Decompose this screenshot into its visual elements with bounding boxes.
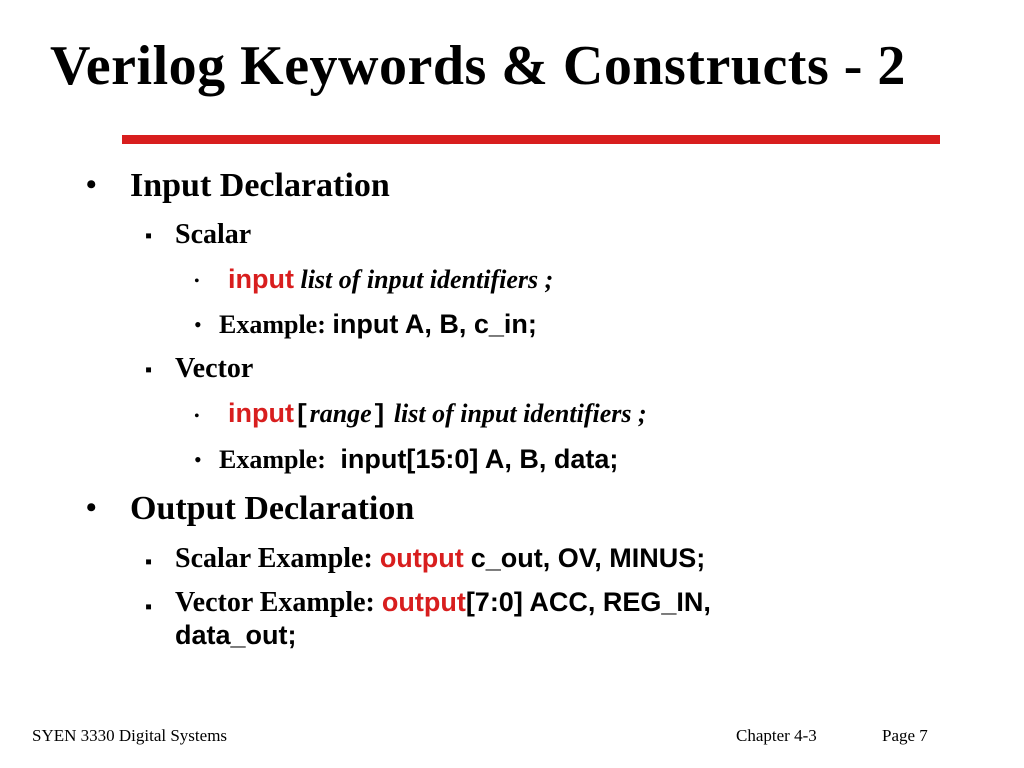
scalar-example-line bbox=[219, 309, 537, 340]
input-keyword: input bbox=[228, 264, 294, 294]
square-bullet-icon: ▪ bbox=[145, 596, 153, 618]
scalar-example-label: Example: bbox=[219, 310, 326, 339]
output-declaration-heading: Output Declaration bbox=[130, 490, 415, 527]
title-underline-rule bbox=[122, 135, 940, 144]
range-text: range bbox=[309, 399, 372, 428]
vector-example-label: Example: bbox=[219, 445, 326, 474]
footer-chapter: Chapter 4-3 bbox=[736, 726, 817, 745]
vector-syntax-text: list of input identifiers ; bbox=[393, 399, 647, 428]
scalar-label: Scalar bbox=[175, 219, 252, 250]
output-keyword: output bbox=[379, 543, 464, 573]
scalar-syntax-text: list of input identifiers ; bbox=[300, 265, 554, 294]
bullet-level3: • bbox=[194, 447, 202, 472]
input-declaration-heading: Input Declaration bbox=[130, 167, 390, 204]
scalar-syntax-line bbox=[228, 264, 553, 295]
output-vector-label: Vector Example: bbox=[175, 587, 375, 618]
square-bullet-icon: ▪ bbox=[145, 551, 153, 573]
scalar-example-code: input A, B, c_in; bbox=[332, 309, 537, 339]
bullet-level3: • bbox=[194, 273, 200, 290]
square-bullet-icon: ▪ bbox=[145, 225, 153, 247]
output-vector-line bbox=[175, 587, 711, 619]
output-keyword: output bbox=[381, 587, 466, 617]
input-keyword: input bbox=[228, 398, 294, 428]
output-scalar-line bbox=[175, 543, 705, 575]
bullet-level3: • bbox=[194, 408, 200, 425]
bullet-level3: • bbox=[194, 312, 202, 337]
range-open-bracket: [ bbox=[293, 400, 310, 430]
vector-label: Vector bbox=[175, 353, 254, 384]
bullet-level1: • bbox=[86, 491, 97, 524]
vector-syntax-line bbox=[228, 398, 647, 430]
footer-page-number: Page 7 bbox=[882, 726, 928, 745]
slide-title: Verilog Keywords & Constructs - 2 bbox=[50, 35, 906, 97]
output-scalar-code: c_out, OV, MINUS; bbox=[470, 543, 706, 573]
range-close-bracket: ] bbox=[371, 400, 388, 430]
output-vector-code-continuation: data_out; bbox=[175, 620, 297, 650]
vector-example-code: input[15:0] A, B, data; bbox=[340, 444, 619, 474]
footer-course: SYEN 3330 Digital Systems bbox=[32, 726, 228, 745]
output-vector-code: [7:0] ACC, REG_IN, bbox=[465, 587, 711, 617]
output-scalar-label: Scalar Example: bbox=[175, 543, 373, 574]
vector-example-line bbox=[219, 444, 618, 475]
square-bullet-icon: ▪ bbox=[145, 359, 153, 381]
bullet-level1: • bbox=[86, 168, 97, 201]
